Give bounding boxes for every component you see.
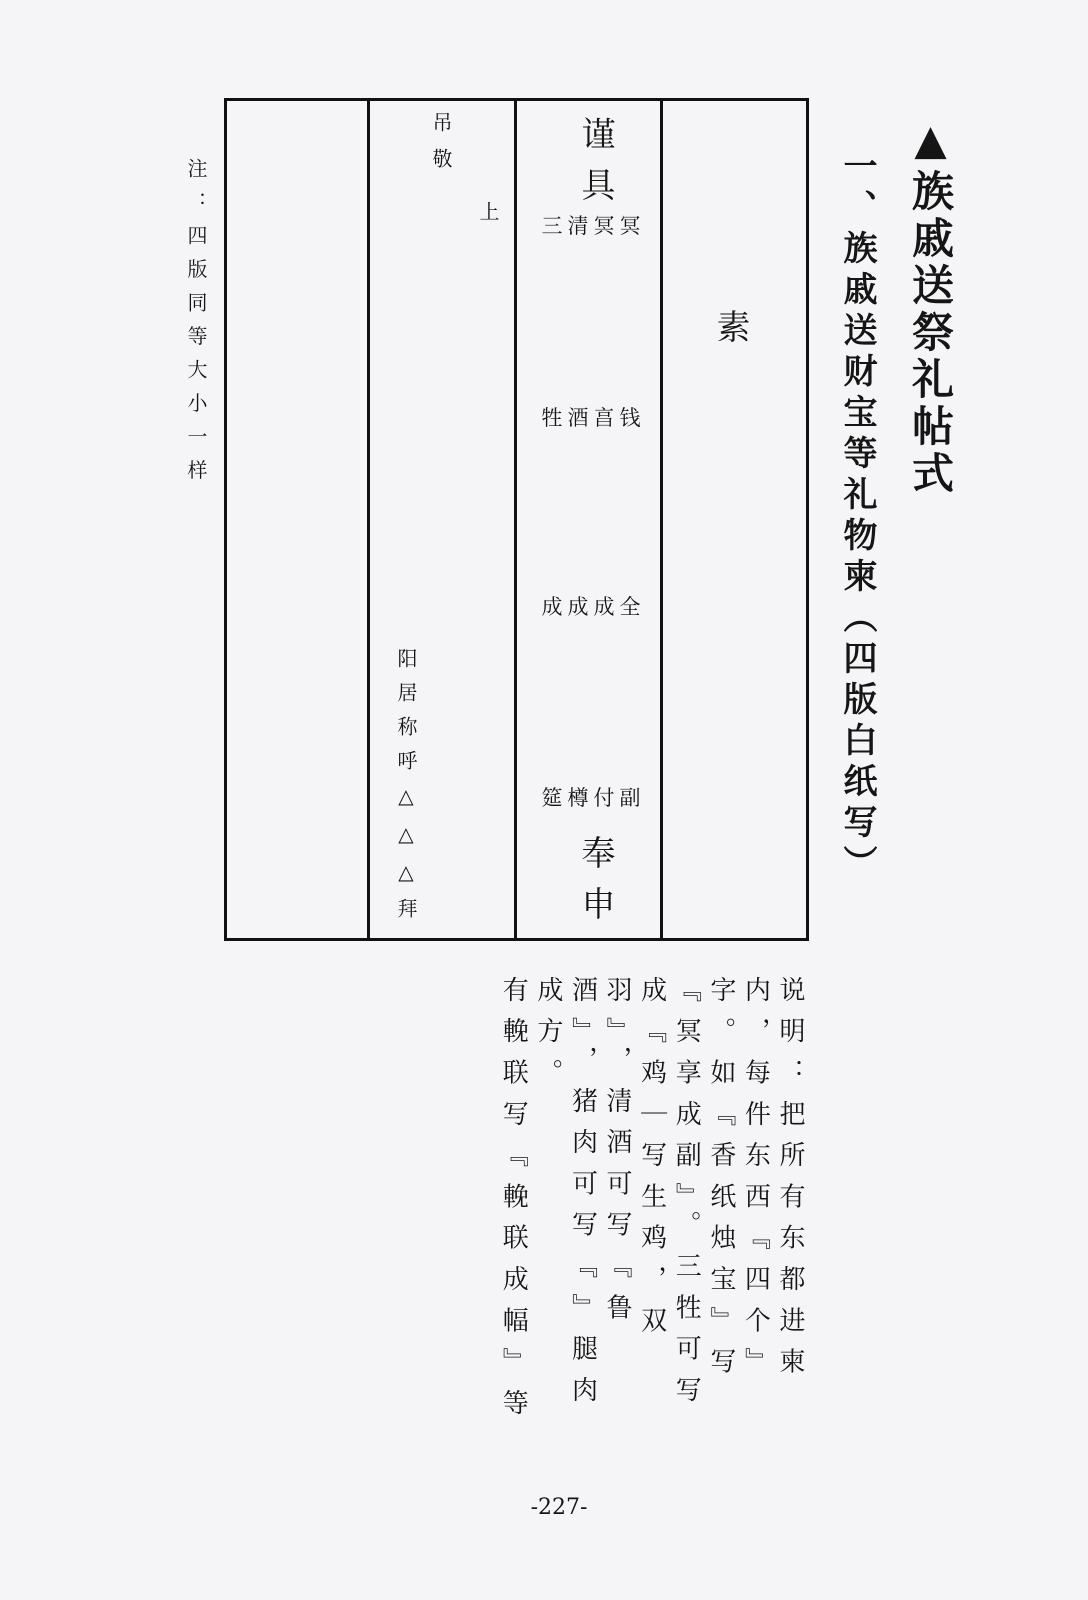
card-panel-4-blank: [227, 101, 370, 938]
closing-bow: 拜: [394, 898, 418, 918]
offering-row: 成成成全: [541, 595, 646, 619]
honorific-mark: 上: [476, 201, 500, 221]
gift-card-template: [224, 98, 809, 941]
section-title: ▲族戚送祭礼帖式: [906, 115, 955, 498]
card-panel-1: [663, 101, 806, 938]
offering-heading: 谨具: [575, 116, 615, 218]
subsection-title: 一、族戚送财宝等礼物柬（四版白纸写）: [837, 148, 877, 886]
sender-placeholder: 阳居称呼△△△: [394, 648, 418, 898]
explanation-column: 字。如『香纸烛宝』写: [705, 976, 736, 1389]
explanation-column: 说明：把所有东都进柬: [775, 976, 805, 1389]
card-panel-3: [370, 101, 517, 938]
explanation-column: 羽』，清酒可写『鲁: [602, 976, 633, 1335]
offering-row: 牲酒亯钱: [541, 406, 646, 430]
explanation-column: 内，每件东西『四个』: [740, 976, 771, 1389]
cover-label: 素: [710, 309, 750, 343]
explanation-column: 成『鸡｜写生鸡，双: [636, 976, 667, 1348]
explanation-column: 酒』，猪肉可写『』腿肉: [567, 976, 598, 1418]
explanation-column: 有輓联写『輓联成幅』等: [498, 976, 529, 1431]
explanation-text: [496, 976, 807, 1430]
offering-row: 三清冥冥: [541, 214, 646, 238]
explanation-column: 成方。: [532, 976, 563, 1100]
card-panel-2: [517, 101, 663, 938]
explanation-column: 『冥享成副』。三牲可写: [671, 976, 702, 1418]
offering-row: 筵樽付副: [541, 786, 646, 810]
offering-closing: 奉申: [575, 835, 615, 937]
card-note: 注：四版同等大小一样: [184, 158, 208, 493]
page-number: -227-: [530, 1495, 588, 1520]
condolence-heading: 吊敬: [429, 112, 453, 184]
